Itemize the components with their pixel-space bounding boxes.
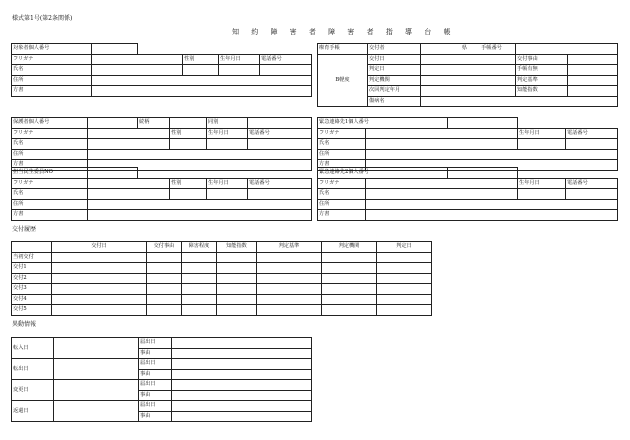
history-cell[interactable] — [377, 284, 432, 295]
emergency2-phone-field[interactable] — [566, 189, 618, 200]
history-cell[interactable] — [147, 305, 182, 316]
notebook-grantee-label: 交付者 — [368, 44, 421, 55]
notebook-issue-date-field[interactable] — [421, 54, 516, 65]
welfare-dob-field[interactable] — [207, 189, 248, 200]
form-number: 様式第1号(第2条関係) — [12, 15, 73, 22]
history-cell[interactable] — [322, 284, 377, 295]
changes-date-field[interactable] — [172, 380, 312, 391]
history-cell[interactable] — [322, 263, 377, 274]
history-corner — [12, 242, 52, 253]
history-cell[interactable] — [147, 252, 182, 263]
emergency1-name-field[interactable] — [366, 139, 518, 150]
blank — [138, 168, 312, 179]
notebook-judgment-date-label: 判定日 — [368, 65, 421, 76]
changes-reason-field[interactable] — [172, 390, 312, 401]
emergency2-address-label: 住所 — [318, 199, 366, 210]
changes-group-label: 変更日 — [12, 380, 54, 401]
history-cell[interactable] — [377, 252, 432, 263]
welfare-personal-no-label: 担当民生委員NO — [12, 168, 88, 179]
subject-direction-field[interactable] — [92, 86, 312, 97]
history-cell[interactable] — [52, 294, 147, 305]
guardian-gender-field[interactable] — [170, 139, 207, 150]
notebook-iq-field[interactable] — [568, 86, 618, 97]
emergency1-dob-field[interactable] — [518, 139, 566, 150]
history-cell[interactable] — [377, 263, 432, 274]
changes-reason-label: 事由 — [139, 411, 172, 422]
welfare-name-label: 氏名 — [12, 189, 88, 200]
history-cell[interactable] — [217, 284, 257, 295]
history-cell[interactable] — [257, 284, 322, 295]
guardian-address-field[interactable] — [88, 149, 312, 160]
emergency1-phone-label: 電話番号 — [566, 128, 618, 139]
emergency1-dob-label: 生年月日 — [518, 128, 566, 139]
emergency1-address-field[interactable] — [366, 149, 618, 160]
history-cell[interactable] — [182, 273, 217, 284]
subject-address-field[interactable] — [92, 75, 312, 86]
changes-group-field[interactable] — [54, 359, 139, 380]
emergency2-personal-no-label: 緊急連絡先2個人番号 — [318, 168, 448, 179]
changes-date-field[interactable] — [172, 401, 312, 412]
guardian-address-label: 住所 — [12, 149, 88, 160]
emergency2-furigana-field[interactable] — [366, 178, 518, 189]
history-cell[interactable] — [322, 273, 377, 284]
changes-group-label: 転出日 — [12, 359, 54, 380]
emergency2-name-label: 氏名 — [318, 189, 366, 200]
history-cell[interactable] — [182, 305, 217, 316]
changes-group-field[interactable] — [54, 401, 139, 422]
emergency1-name-label: 氏名 — [318, 139, 366, 150]
changes-group-field[interactable] — [54, 338, 139, 359]
emergency1-personal-no-field[interactable] — [448, 118, 518, 129]
guardian-furigana-field[interactable] — [88, 128, 170, 139]
emergency2-address-field[interactable] — [366, 199, 618, 210]
welfare-name-field[interactable] — [88, 189, 170, 200]
guardian-dob-label: 生年月日 — [207, 128, 248, 139]
blank — [138, 44, 312, 55]
subject-personal-no-label: 対象者個人番号 — [12, 44, 92, 55]
history-cell[interactable] — [322, 294, 377, 305]
notebook-table — [317, 43, 618, 107]
guardian-dob-field[interactable] — [207, 139, 248, 150]
notebook-label: 療育手帳 — [318, 44, 368, 55]
notebook-next-label: 次回判定年月 — [368, 86, 421, 97]
history-row — [12, 284, 432, 295]
history-cell[interactable] — [147, 273, 182, 284]
changes-title: 異動情報 — [12, 321, 37, 328]
guardian-phone-label: 電話番号 — [248, 128, 312, 139]
subject-address-label: 住所 — [12, 75, 92, 86]
history-cell[interactable] — [257, 252, 322, 263]
emergency2-furigana-label: フリガナ — [318, 178, 366, 189]
welfare-table — [11, 167, 312, 221]
changes-table — [11, 337, 312, 422]
history-cell[interactable] — [182, 284, 217, 295]
changes-date-label: 届出日 — [139, 359, 172, 370]
notebook-grade: B軽度 — [318, 54, 368, 107]
emergency1-table — [317, 117, 618, 171]
history-cell[interactable] — [182, 263, 217, 274]
emergency1-phone-field[interactable] — [566, 139, 618, 150]
history-row-label: 交付3 — [12, 284, 52, 295]
welfare-direction-field[interactable] — [88, 210, 312, 221]
history-row-label: 交付1 — [12, 263, 52, 274]
guardian-personal-no-label: 保護者個人番号 — [12, 118, 88, 129]
guardian-name-label: 氏名 — [12, 139, 88, 150]
welfare-dob-label: 生年月日 — [207, 178, 248, 189]
welfare-address-label: 住所 — [12, 199, 88, 210]
subject-furigana-label: フリガナ — [12, 54, 92, 65]
subject-name-label: 氏名 — [12, 65, 92, 76]
history-col-header: 判定日 — [377, 242, 432, 253]
changes-reason-field[interactable] — [172, 411, 312, 422]
changes-row — [12, 401, 312, 412]
history-cell[interactable] — [182, 294, 217, 305]
history-cell[interactable] — [377, 273, 432, 284]
notebook-has-notebook-label: 手帳有無 — [516, 65, 568, 76]
history-cell[interactable] — [377, 294, 432, 305]
changes-group-field[interactable] — [54, 380, 139, 401]
notebook-iq-label: 知能指数 — [516, 86, 568, 97]
emergency2-direction-label: 方書 — [318, 210, 366, 221]
changes-reason-field[interactable] — [172, 348, 312, 359]
blank — [518, 118, 618, 129]
notebook-issue-reason-field[interactable] — [568, 54, 618, 65]
emergency2-dob-label: 生年月日 — [518, 178, 566, 189]
notebook-next-field[interactable] — [421, 86, 516, 97]
history-cell[interactable] — [217, 252, 257, 263]
subject-direction-label: 方書 — [12, 86, 92, 97]
guardian-relation-label: 続柄 — [138, 118, 170, 129]
history-cell[interactable] — [52, 284, 147, 295]
history-cell[interactable] — [52, 263, 147, 274]
history-cell[interactable] — [322, 252, 377, 263]
history-row — [12, 263, 432, 274]
guardian-table — [11, 117, 312, 171]
guardian-phone-field[interactable] — [248, 139, 312, 150]
history-row — [12, 305, 432, 316]
history-cell[interactable] — [322, 305, 377, 316]
emergency1-personal-no-label: 緊急連絡先1個人番号 — [318, 118, 448, 129]
history-row — [12, 294, 432, 305]
history-col-header: 障害程度 — [182, 242, 217, 253]
issue-history-table — [11, 241, 432, 316]
subject-personal-no-field[interactable] — [92, 44, 138, 55]
subject-gender-field[interactable] — [183, 65, 219, 76]
changes-date-label: 届出日 — [139, 401, 172, 412]
history-cell[interactable] — [147, 294, 182, 305]
history-cell[interactable] — [257, 305, 322, 316]
subject-gender-label: 性別 — [183, 54, 219, 65]
history-cell[interactable] — [217, 263, 257, 274]
history-col-header: 知能指数 — [217, 242, 257, 253]
history-row-label: 交付2 — [12, 273, 52, 284]
notebook-agency-field[interactable] — [421, 75, 516, 86]
guardian-relation-field[interactable] — [170, 118, 207, 129]
welfare-furigana-field[interactable] — [88, 178, 170, 189]
changes-date-field[interactable] — [172, 338, 312, 349]
history-cell[interactable] — [217, 305, 257, 316]
notebook-judgment-date-field[interactable] — [421, 65, 516, 76]
history-cell[interactable] — [217, 294, 257, 305]
changes-row — [12, 380, 312, 391]
history-cell[interactable] — [52, 273, 147, 284]
subject-dob-field[interactable] — [219, 65, 260, 76]
history-row-label: 当初交付 — [12, 252, 52, 263]
notebook-criteria-field[interactable] — [568, 75, 618, 86]
welfare-phone-label: 電話番号 — [248, 178, 312, 189]
emergency2-dob-field[interactable] — [518, 189, 566, 200]
changes-reason-label: 事由 — [139, 348, 172, 359]
guardian-same-label: 同別 — [207, 118, 248, 129]
history-cell[interactable] — [147, 284, 182, 295]
guardian-personal-no-field[interactable] — [88, 118, 138, 129]
subject-dob-label: 生年月日 — [219, 54, 260, 65]
blank — [518, 168, 618, 179]
notebook-issue-date-label: 交付日 — [368, 54, 421, 65]
welfare-personal-no-field[interactable] — [88, 168, 138, 179]
changes-date-label: 届出日 — [139, 380, 172, 391]
notebook-disease-field[interactable] — [421, 96, 618, 107]
welfare-direction-label: 方書 — [12, 210, 88, 221]
guardian-same-field[interactable] — [248, 118, 312, 129]
history-cell[interactable] — [257, 273, 322, 284]
history-cell[interactable] — [147, 263, 182, 274]
history-row-label: 交付4 — [12, 294, 52, 305]
notebook-issue-reason-label: 交付事由 — [516, 54, 568, 65]
subject-furigana-field[interactable] — [92, 54, 183, 65]
history-col-header: 判定機関 — [322, 242, 377, 253]
notebook-disease-label: 傷病名 — [368, 96, 421, 107]
welfare-address-field[interactable] — [88, 199, 312, 210]
guardian-furigana-label: フリガナ — [12, 128, 88, 139]
notebook-criteria-label: 判定基準 — [516, 75, 568, 86]
emergency1-direction-label: 方書 — [318, 160, 366, 171]
welfare-gender-field[interactable] — [170, 189, 207, 200]
notebook-agency-label: 判定機関 — [368, 75, 421, 86]
emergency1-furigana-field[interactable] — [366, 128, 518, 139]
history-col-header: 判定基準 — [257, 242, 322, 253]
guardian-gender-label: 性別 — [170, 128, 207, 139]
changes-row — [12, 359, 312, 370]
history-cell[interactable] — [182, 252, 217, 263]
notebook-has-notebook-field[interactable] — [568, 65, 618, 76]
changes-date-field[interactable] — [172, 359, 312, 370]
history-cell[interactable] — [52, 252, 147, 263]
notebook-prefecture-cell — [421, 44, 516, 55]
changes-reason-field[interactable] — [172, 369, 312, 380]
emergency2-direction-field[interactable] — [366, 210, 618, 221]
changes-reason-label: 事由 — [139, 390, 172, 401]
subject-table — [11, 43, 312, 97]
history-cell[interactable] — [257, 294, 322, 305]
guardian-direction-label: 方書 — [12, 160, 88, 171]
subject-phone-label: 電話番号 — [260, 54, 312, 65]
welfare-gender-label: 性別 — [170, 178, 207, 189]
notebook-prefecture: 県 — [462, 45, 468, 52]
history-col-header: 交付日 — [52, 242, 147, 253]
changes-date-label: 届出日 — [139, 338, 172, 349]
history-row — [12, 252, 432, 263]
changes-reason-label: 事由 — [139, 369, 172, 380]
emergency2-name-field[interactable] — [366, 189, 518, 200]
history-col-header: 交付事由 — [147, 242, 182, 253]
changes-group-label: 返還日 — [12, 401, 54, 422]
history-row-label: 交付5 — [12, 305, 52, 316]
emergency2-personal-no-field[interactable] — [448, 168, 518, 179]
issue-history-title: 交付履歴 — [12, 226, 37, 233]
page-title: 知 約 障 害 者 障 害 者 指 導 台 帳 — [232, 28, 456, 36]
history-cell[interactable] — [377, 305, 432, 316]
history-row — [12, 273, 432, 284]
welfare-furigana-label: フリガナ — [12, 178, 88, 189]
subject-phone-field[interactable] — [260, 65, 312, 76]
notebook-number-field[interactable] — [516, 44, 618, 55]
changes-row — [12, 338, 312, 349]
emergency1-address-label: 住所 — [318, 149, 366, 160]
guardian-name-field[interactable] — [88, 139, 170, 150]
history-cell[interactable] — [257, 263, 322, 274]
emergency2-table — [317, 167, 618, 221]
history-cell[interactable] — [52, 305, 147, 316]
emergency1-furigana-label: フリガナ — [318, 128, 366, 139]
subject-name-field[interactable] — [92, 65, 183, 76]
welfare-phone-field[interactable] — [248, 189, 312, 200]
history-cell[interactable] — [217, 273, 257, 284]
notebook-number-label: 手帳番号 — [481, 45, 502, 52]
emergency2-phone-label: 電話番号 — [566, 178, 618, 189]
changes-group-label: 転入日 — [12, 338, 54, 359]
